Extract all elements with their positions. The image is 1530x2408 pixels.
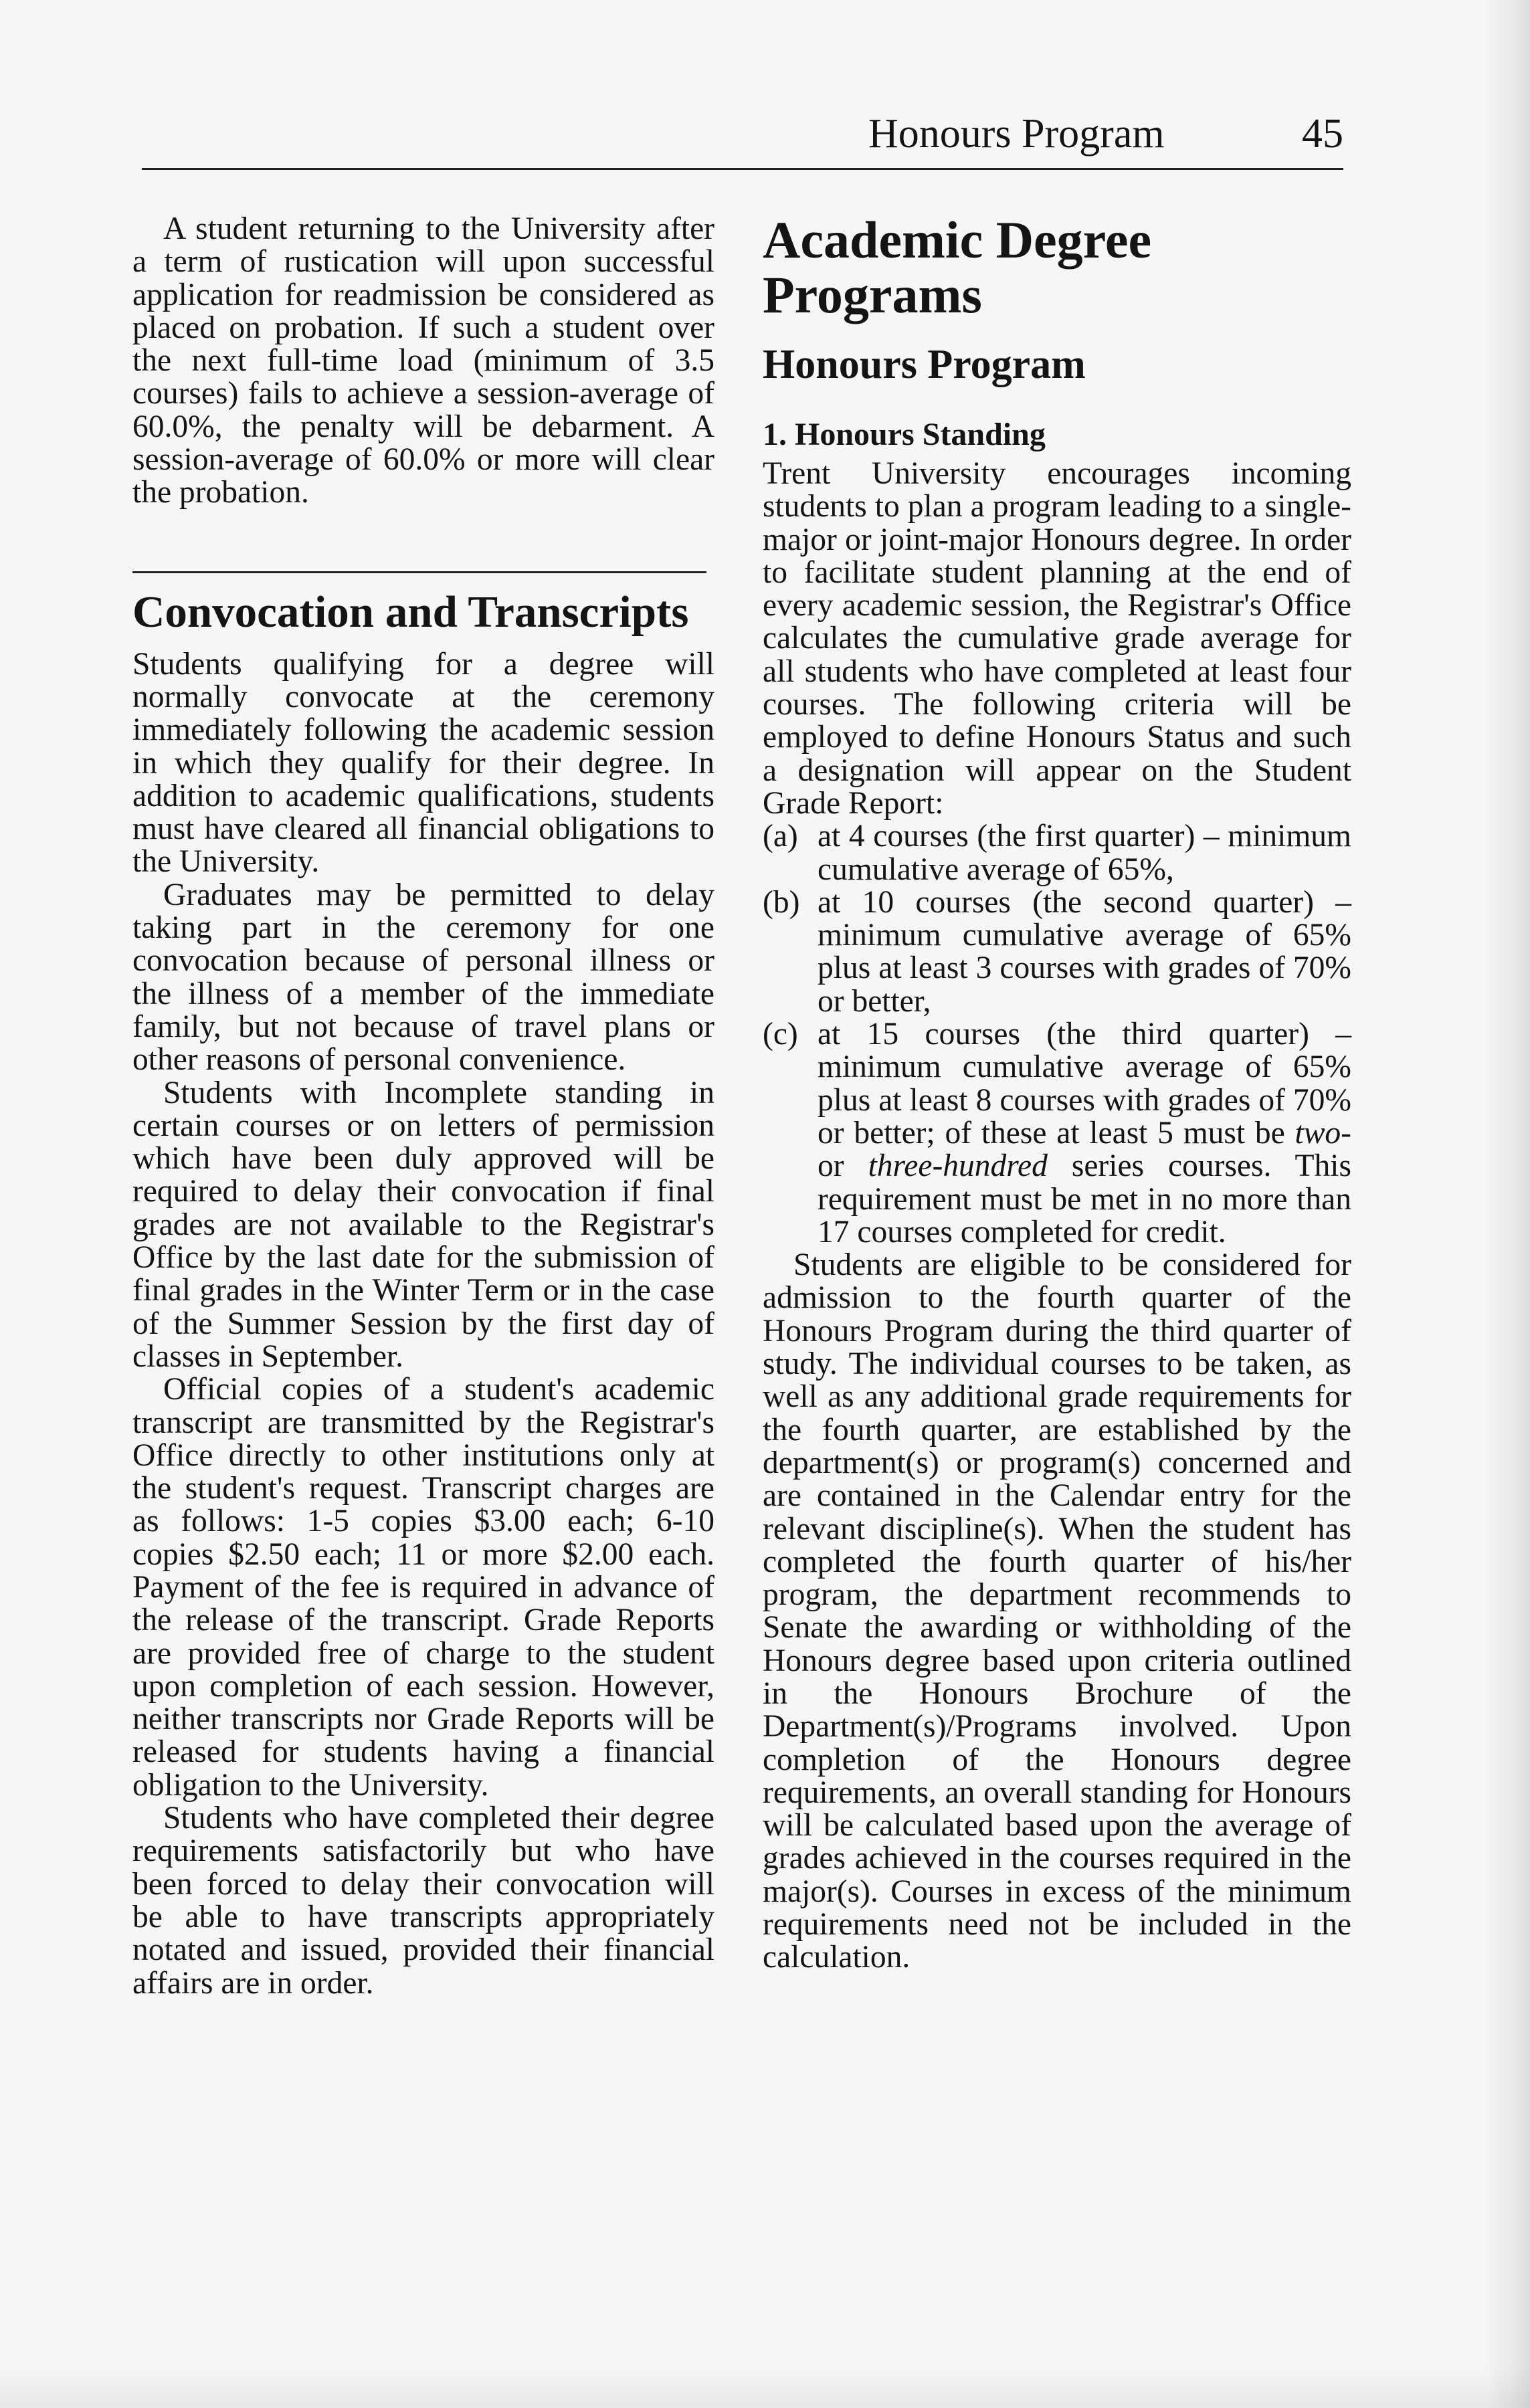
left-column bbox=[132, 213, 714, 2000]
header-rule bbox=[142, 168, 1343, 170]
criterion-label: (b) bbox=[763, 884, 800, 920]
criterion-text: at 4 courses (the first quarter) – minimum cumulative average of 65%, bbox=[818, 819, 1351, 887]
italic-text: two- bbox=[1295, 1115, 1351, 1150]
section-rule bbox=[132, 571, 706, 573]
convocation-paragraph: Students who have completed their degree requirements satisfactorily but who have been forced to delay their convocation will be able to have transcripts appropriately notated and issued, provided their financial affairs are in order. bbox=[132, 1801, 714, 2001]
page-number: 45 bbox=[1302, 111, 1343, 157]
honours-program-heading: Honours Program bbox=[763, 342, 1086, 387]
criterion-label: (c) bbox=[763, 1017, 798, 1052]
honours-standing-heading: 1. Honours Standing bbox=[763, 417, 1046, 452]
running-header-title: Honours Program bbox=[868, 111, 1165, 157]
honours-closing-paragraph: Students are eligible to be considered for admission to the fourth quarter of the Honours Program during the third quarter of study. The individual courses to be taken, as well as any additional grade requirements for the fourth quarter, are established by the department(s) or program(s) concerned and are contained in the Calendar entry for the relevant discipline(s). When the student has completed the fourth quarter of his/her program, the department recommends to Senate the awarding or withholding of the Honours degree based upon criteria outlined in the Honours Brochure of the Department(s)/Programs involved. Upon completion of the Honours degree requirements, an overall standing for Honours will be calculated based upon the average of grades achieved in the courses required in the major(s). Courses in excess of the minimum requirements need not be included in the calculation. bbox=[763, 1247, 1351, 1975]
convocation-heading: Convocation and Transcripts bbox=[132, 587, 689, 637]
rustication-paragraph: A student returning to the University after a term of rustication will upon successful application for readmission be considered as placed on probation. If such a student over the next full-time load (minimum of 3.5 courses) fails to achieve a session-average of 60.0%, the penalty will be debarment. A session-average of 60.0% or more will clear the probation. bbox=[132, 211, 714, 510]
convocation-paragraph: Graduates may be permitted to delay taking part in the ceremony for one convocation because of personal illness or the illness of a member of the immediate family, but not because of travel plans or other reasons of personal convenience. bbox=[132, 877, 714, 1078]
right-column bbox=[763, 213, 1351, 1975]
criterion-a bbox=[763, 820, 1351, 886]
italic-text: three-hundred bbox=[868, 1148, 1048, 1184]
criterion-text: at 10 courses (the second quarter) – minimum cumulative average of 65% plus at least 3 courses with grades of 70% or better, bbox=[818, 884, 1351, 1019]
criterion-c bbox=[763, 1018, 1351, 1249]
criterion-text: at 15 courses (the third quarter) – minimum cumulative average of 65% plus at least 8 courses with grades of 70% or better; of these at least 5 must be two- or three-hundred series courses. This requirement must be met in no more than 17 courses completed for credit. bbox=[818, 1017, 1351, 1249]
honours-intro-paragraph: Trent University encourages incoming students to plan a program leading to a single-major or joint-major Honours degree. In order to facilitate student planning at the end of every academic session, the Registrar's Office calculates the cumulative grade average for all students who have completed at least four courses. The following criteria will be employed to define Honours Status and such a designation will appear on the Student Grade Report: bbox=[763, 456, 1351, 821]
convocation-paragraph: Students qualifying for a degree will normally convocate at the ceremony immediately following the academic session in which they qualify for their degree. In addition to academic qualifications, students must have cleared all financial obligations to the University. bbox=[132, 646, 714, 880]
convocation-paragraph: Students with Incomplete standing in certain courses or on letters of permission which have been duly approved will be required to delay their convocation if final grades are not available to the Registrar's Office by the last date for the submission of final grades in the Winter Term or in the case of the Summer Session by the first day of classes in September. bbox=[132, 1075, 714, 1374]
page-edge-shadow bbox=[1483, 0, 1530, 2408]
criterion-b bbox=[763, 886, 1351, 1018]
transcript-paragraph: Official copies of a student's academic transcript are transmitted by the Registrar's Office directly to other institutions only at the student's request. Transcript charges are as follows: 1-5 copies $3.00 each; 6-10 copies $2.50 each; 11 or more $2.00 each. Payment of the fee is required in advance of the release of the transcript. Grade Reports are provided free of charge to the student upon completion of each session. However, neither transcripts nor Grade Reports will be released for students having a financial obligation to the University. bbox=[132, 1372, 714, 1803]
criterion-label: (a) bbox=[763, 819, 798, 854]
academic-degree-programs-heading: Academic Degree Programs bbox=[763, 211, 1152, 324]
page-bottom-shadow bbox=[0, 2368, 1530, 2408]
